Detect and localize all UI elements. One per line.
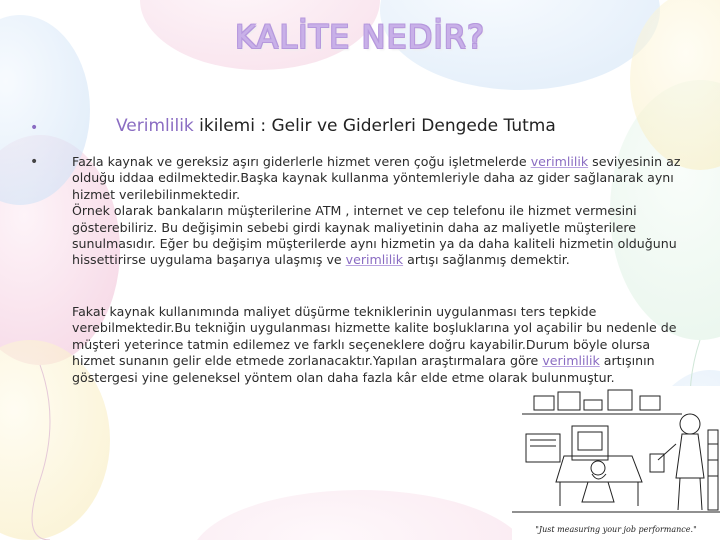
slide-title: KALİTE NEDİR? <box>235 18 485 56</box>
paragraph-1-text: artışı sağlanmış demektir. <box>403 252 570 268</box>
paragraph-1 <box>72 154 682 269</box>
paragraph-1-link-verimlilik[interactable]: verimlilik <box>345 252 404 268</box>
paragraph-2-text: Fakat kaynak kullanımında maliyet düşürme tekniklerinin uygulanması ters tepkide verebilmektedir.Bu tekniğin uygulanması hizmette kalite boşluklarına yol açabilir bu nedenle de müşteri yeterince tatmin edilemez ve farklı seçeneklere doğru kayabilir.Durum böyle olursa hizmet sunanın gelir elde etmede zorlanacaktır.Yapılan araştırmalara göre <box>72 304 677 369</box>
balloon-pink-bottom <box>190 490 530 540</box>
paragraph-1-text: seviyesinin az olduğu iddaa edilmektedir.Başka kaynak kullanma yöntemleriyle daha az gider sağlanarak aynı hizmet verilebilinmektedir. <box>72 154 681 202</box>
cartoon-caption: "Just measuring your job performance." <box>535 525 697 534</box>
paragraph-1-link-verimlilik[interactable]: verimlilik <box>530 154 589 169</box>
paragraph-2 <box>72 304 682 386</box>
paragraph-2-text: artışının göstergesi yine geleneksel yöntem olan daha fazla kâr elde etme olarak bulunmuştur. <box>72 353 655 385</box>
office-cartoon <box>512 386 720 540</box>
subtitle-link-verimlilik[interactable]: Verimlilik <box>116 116 194 136</box>
paragraph-1-text: Fazla kaynak ve gereksiz aşırı giderlerle hizmet veren çoğu işletmelerde <box>72 154 531 169</box>
subtitle <box>116 116 696 136</box>
paragraph-2-link-verimlilik[interactable]: verimlilik <box>542 353 600 369</box>
subtitle-text: ikilemi : Gelir ve Giderleri Dengede Tutma <box>193 116 556 136</box>
paragraph-1-text: Örnek olarak bankaların müşterilerine ATM , internet ve cep telefonu ile hizmet vermesini gösterebiliriz. Bu değişimin sebebi girdi kaynak maliyetinin daha az maliyetle müşterilere sunulmasıdır. Eğer bu değişim müşterilerde aynı hizmetin ya da daha kaliteli hizmetin olduğunu hissettirirse uygulama başarıya ulaşmış ve <box>72 203 677 268</box>
bullet-paragraph: • <box>30 154 39 170</box>
bullet-subtitle: • <box>30 120 39 136</box>
